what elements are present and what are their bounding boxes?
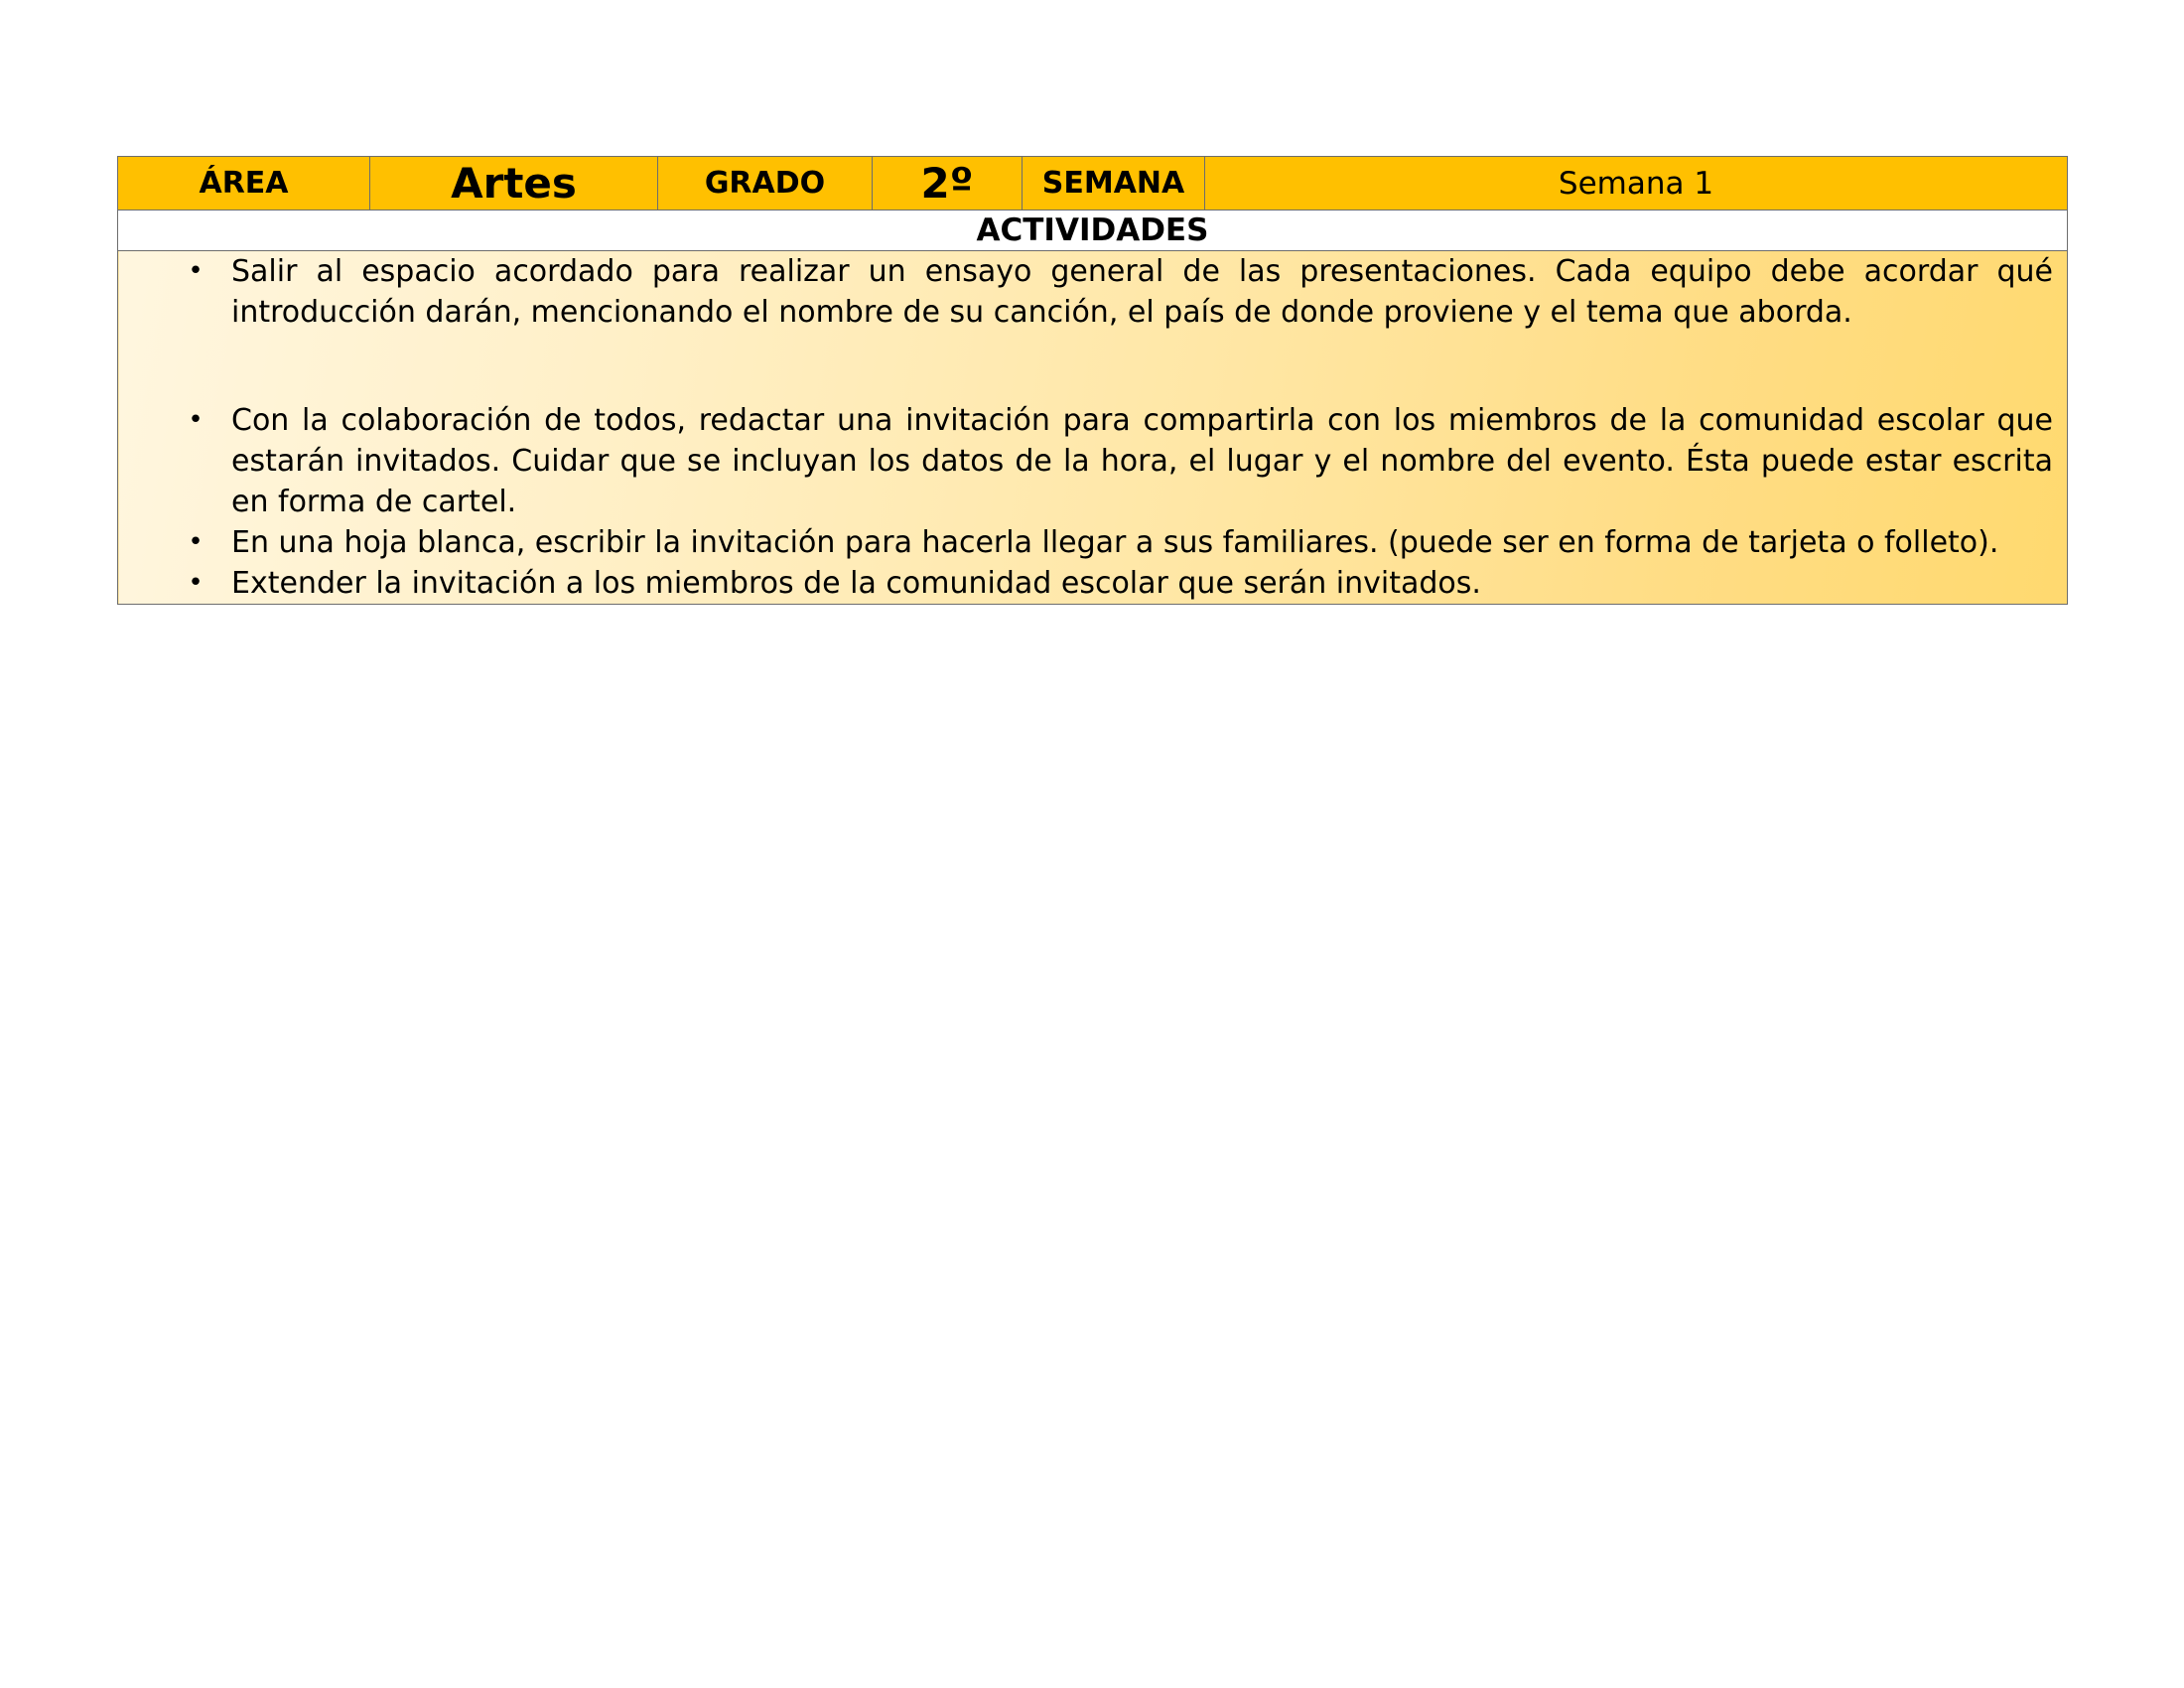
activity-text: Con la colaboración de todos, redactar una invitación para compartirla con los miembros de la comunidad escolar que estarán invitados. Cuidar que se incluyan los datos de la hora, el lugar y el nombre del evento. Ésta puede estar escrita en forma de cartel. xyxy=(231,403,2053,519)
week-value: Semana 1 xyxy=(1205,157,2068,211)
activities-cell xyxy=(118,251,2068,605)
section-title: ACTIVIDADES xyxy=(118,211,2068,251)
bullet-icon: • xyxy=(188,527,204,557)
section-title-row xyxy=(118,211,2068,251)
list-item xyxy=(118,522,2053,563)
bullet-icon: • xyxy=(188,568,204,598)
week-label: SEMANA xyxy=(1023,157,1205,211)
content-row xyxy=(118,251,2068,605)
list-item xyxy=(118,400,2053,522)
activity-list xyxy=(118,251,2053,604)
activity-text: Extender la invitación a los miembros de la comunidad escolar que serán invitados. xyxy=(231,566,1481,601)
bullet-icon: • xyxy=(188,405,204,435)
list-item xyxy=(118,563,2053,604)
area-value: Artes xyxy=(370,157,658,211)
activity-text: Salir al espacio acordado para realizar un ensayo general de las presentaciones. Cada equipo debe acordar qué introducción darán, mencionando el nombre de su canción, el país de donde proviene y el tema que aborda. xyxy=(231,254,2053,330)
activities-table xyxy=(117,156,2068,605)
grade-label: GRADO xyxy=(658,157,873,211)
activity-text: En una hoja blanca, escribir la invitación para hacerla llegar a sus familiares. (puede ser en forma de tarjeta o folleto). xyxy=(231,525,1999,560)
bullet-icon: • xyxy=(188,256,204,286)
grade-value: 2º xyxy=(873,157,1023,211)
area-label: ÁREA xyxy=(118,157,370,211)
header-row xyxy=(118,157,2068,211)
list-item xyxy=(118,251,2053,333)
